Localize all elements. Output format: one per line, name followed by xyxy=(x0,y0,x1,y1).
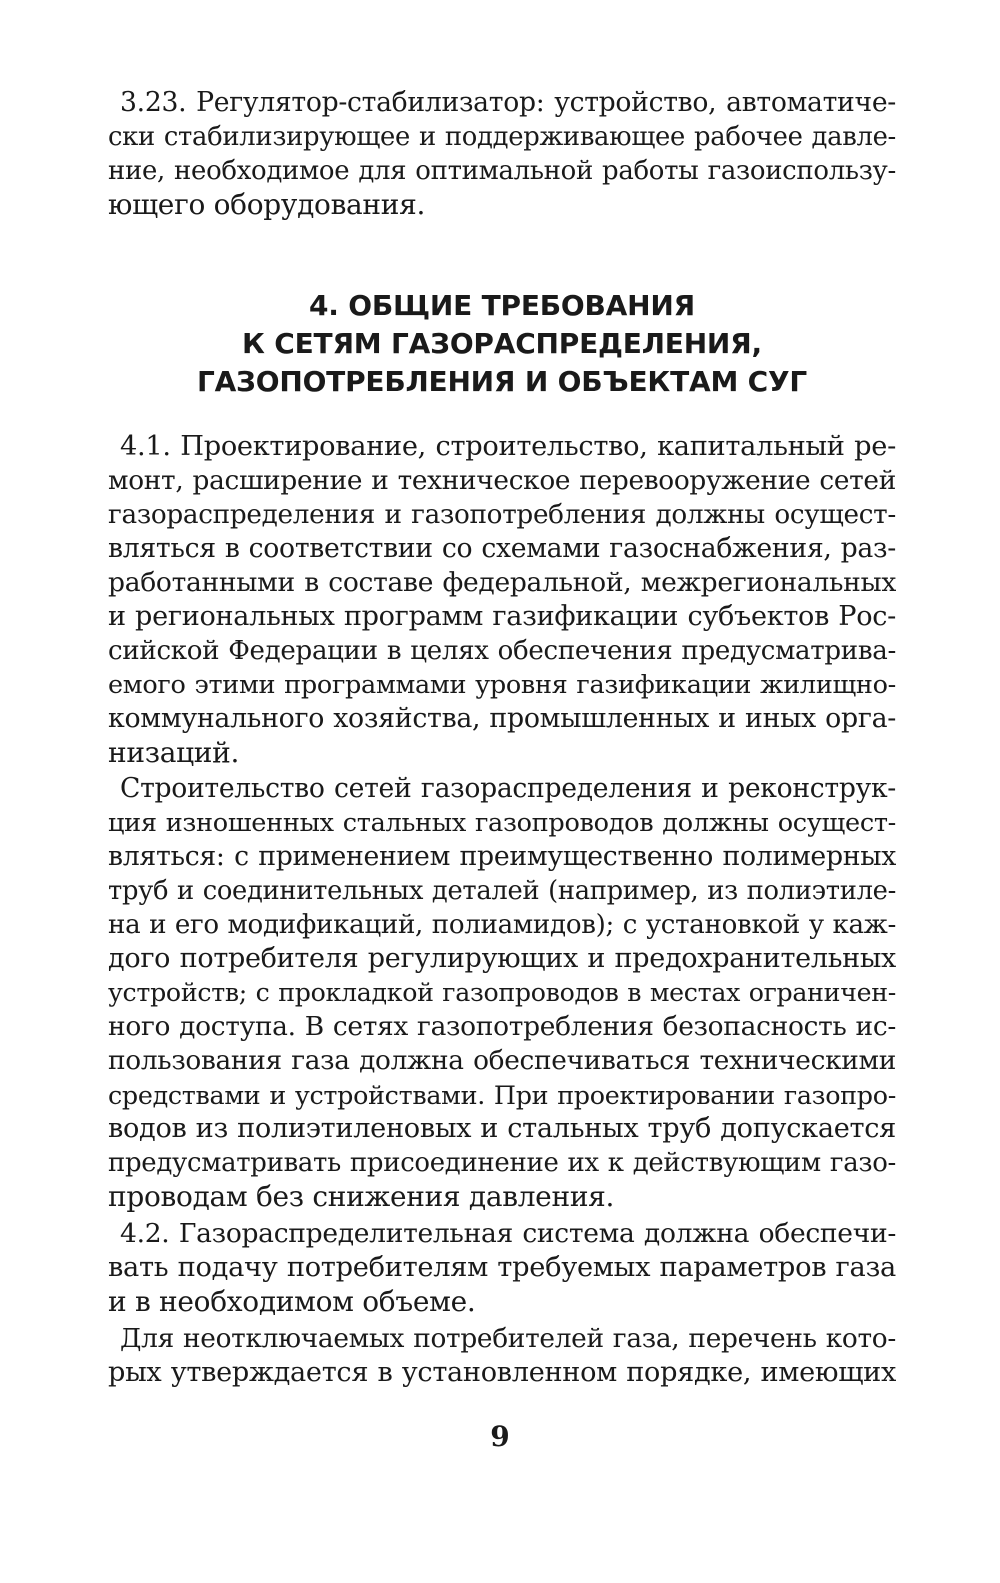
text-line: пользования газа должна обеспечиваться техническими xyxy=(108,1046,896,1076)
paragraph-4-2-continued xyxy=(108,1322,896,1390)
paragraph-4-2 xyxy=(108,1217,896,1319)
text-line: проводам без снижения давления. xyxy=(108,1180,615,1213)
paragraph-4-1 xyxy=(108,430,896,770)
text-line: и в необходимом объеме. xyxy=(108,1285,476,1318)
text-line: вляться в соответствии со схемами газоснабжения, раз- xyxy=(108,533,896,564)
text-line: ски стабилизирующее и поддерживающее рабочее давле- xyxy=(108,122,896,152)
heading-line: К СЕТЯМ ГАЗОРАСПРЕДЕЛЕНИЯ, xyxy=(242,327,762,360)
text-line: емого этими программами уровня газификации жилищно- xyxy=(108,670,896,700)
text-line: ющего оборудования. xyxy=(108,188,426,221)
text-line: средствами и устройствами. При проектировании газопро- xyxy=(108,1080,896,1110)
text-line: труб и соединительных деталей (например, из полиэтиле- xyxy=(108,876,896,906)
text-line: ного доступа. В сетях газопотребления безопасность ис- xyxy=(108,1011,896,1042)
text-line: работанными в составе федеральной, межрегиональных xyxy=(108,567,896,598)
paragraph-3-23 xyxy=(108,86,896,222)
text-line: монт, расширение и техническое перевооружение сетей xyxy=(108,466,896,496)
text-line: ние, необходимое для оптимальной работы газоиспользу- xyxy=(108,156,896,186)
heading-line: 4. ОБЩИЕ ТРЕБОВАНИЯ xyxy=(309,289,695,322)
text-line: рых утверждается в установленном порядке, имеющих xyxy=(108,1357,896,1388)
text-line: коммунального хозяйства, промышленных и иных орга- xyxy=(108,703,896,734)
text-line: на и его модификаций, полиамидов); с установкой у каж- xyxy=(108,910,896,940)
text-line: сийской Федерации в целях обеспечения предусматрива- xyxy=(108,636,896,666)
section-heading xyxy=(108,287,896,401)
paragraph-4-1-continued xyxy=(108,772,896,1214)
text-line: вать подачу потребителям требуемых параметров газа xyxy=(108,1252,896,1283)
text-line: газораспределения и газопотребления должны осущест- xyxy=(108,500,896,530)
text-line: дого потребителя регулирующих и предохранительных xyxy=(108,943,896,974)
page-number: 9 xyxy=(490,1420,510,1453)
text-line: низаций. xyxy=(108,736,240,769)
text-line: водов из полиэтиленовых и стальных труб допускается xyxy=(108,1113,896,1144)
text-line: 3.23. Регулятор-стабилизатор: устройство, автоматиче- xyxy=(120,87,896,118)
text-line: Строительство сетей газораспределения и реконструк- xyxy=(120,773,896,804)
text-line: устройств; с прокладкой газопроводов в местах ограничен- xyxy=(108,978,896,1007)
heading-line: ГАЗОПОТРЕБЛЕНИЯ И ОБЪЕКТАМ СУГ xyxy=(196,365,808,398)
text-line: Для неотключаемых потребителей газа, перечень кото- xyxy=(120,1324,896,1354)
text-line: 4.1. Проектирование, строительство, капитальный ре- xyxy=(120,431,896,462)
text-line: ция изношенных стальных газопроводов должны осущест- xyxy=(108,808,896,838)
text-line: вляться: с применением преимущественно полимерных xyxy=(108,841,896,872)
text-line: 4.2. Газораспределительная система должна обеспечи- xyxy=(120,1218,896,1249)
text-line: предусматривать присоединение их к действующим газо- xyxy=(108,1148,896,1178)
text-line: и региональных программ газификации субъектов Рос- xyxy=(108,601,896,632)
